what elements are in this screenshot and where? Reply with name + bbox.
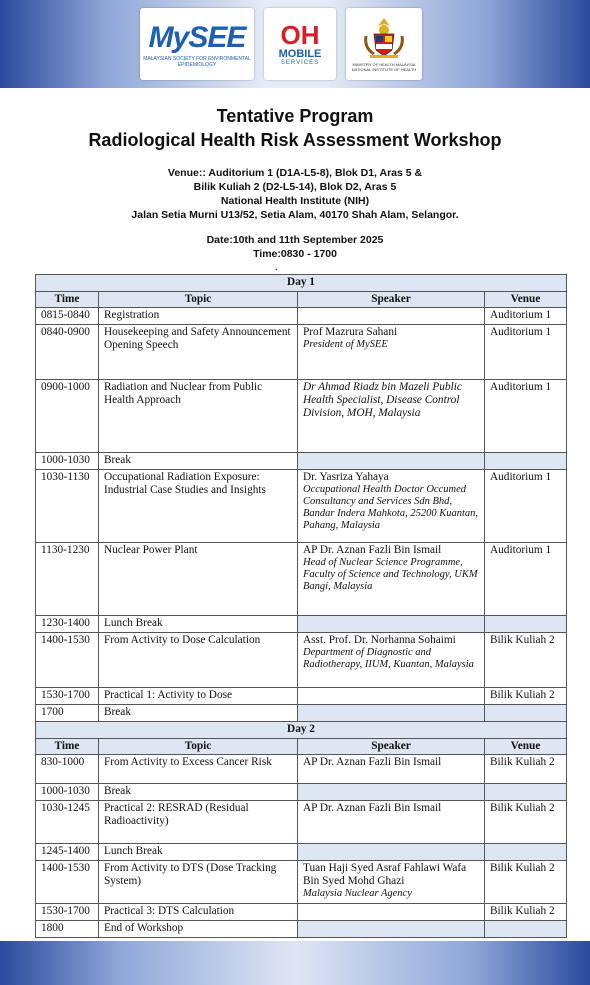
moh-logo-subtitle: MINISTRY OF HEALTH MALAYSIA NATIONAL INSTITUTE OF HEALTH xyxy=(351,62,417,72)
program-title: Tentative Program xyxy=(216,106,374,126)
venue-line: Bilik Kuliah 2 (D2-L5-14), Blok D2, Aras 5 xyxy=(193,181,397,193)
time-cell: 830-1000 xyxy=(36,755,99,784)
schedule-row xyxy=(36,844,567,861)
time-cell: 0900-1000 xyxy=(36,380,99,453)
venue-cell: Auditorium 1 xyxy=(485,308,567,325)
schedule-row xyxy=(36,380,567,453)
day-header-row xyxy=(36,722,567,739)
speaker-name: Tuan Haji Syed Asraf Fahlawi Wafa Bin Syed Mohd Ghazi xyxy=(303,862,467,887)
venue-cell xyxy=(485,705,567,722)
schedule-row xyxy=(36,633,567,688)
day-header-row xyxy=(36,275,567,292)
schedule-row xyxy=(36,616,567,633)
speaker-cell xyxy=(298,470,485,543)
speaker-cell xyxy=(298,380,485,453)
mysee-logo-text: MySEE xyxy=(148,20,246,54)
venue-cell: Bilik Kuliah 2 xyxy=(485,801,567,844)
column-header-row xyxy=(36,292,567,308)
moh-crest-logo xyxy=(346,8,422,80)
speaker-cell xyxy=(298,784,485,801)
venue-cell: Auditorium 1 xyxy=(485,543,567,616)
venue-cell: Auditorium 1 xyxy=(485,470,567,543)
separator-dot: . xyxy=(275,262,278,273)
date-line: Date:10th and 11th September 2025 xyxy=(206,234,384,246)
speaker-name: AP Dr. Aznan Fazli Bin Ismail xyxy=(303,544,442,556)
speaker-cell xyxy=(298,921,485,938)
venue-cell: Bilik Kuliah 2 xyxy=(485,861,567,904)
venue-cell xyxy=(485,453,567,470)
time-cell: 1400-1530 xyxy=(36,633,99,688)
oh-logo-services: SERVICES xyxy=(280,60,320,66)
day-label: Day 2 xyxy=(36,722,567,739)
time-cell: 1030-1245 xyxy=(36,801,99,844)
speaker-name: Asst. Prof. Dr. Norhanna Sohaimi xyxy=(303,634,456,646)
time-cell: 1530-1700 xyxy=(36,904,99,921)
venue-cell xyxy=(485,784,567,801)
speaker-name: AP Dr. Aznan Fazli Bin Ismail xyxy=(303,756,442,768)
topic-cell: Registration xyxy=(99,308,298,325)
speaker-cell xyxy=(298,861,485,904)
venue-line: Venue:: Auditorium 1 (D1A-L5-8), Blok D1, Aras 5 & xyxy=(167,167,423,179)
column-header-time: Time xyxy=(36,739,99,755)
speaker-affiliation: Head of Nuclear Science Programme, Faculty of Science and Technology, UKM Bangi, Malaysia xyxy=(303,557,478,592)
schedule-row xyxy=(36,543,567,616)
topic-cell: Practical 1: Activity to Dose xyxy=(99,688,298,705)
speaker-cell xyxy=(298,543,485,616)
speaker-cell xyxy=(298,844,485,861)
schedule-row xyxy=(36,308,567,325)
time-cell: 0815-0840 xyxy=(36,308,99,325)
topic-cell: From Activity to Excess Cancer Risk xyxy=(99,755,298,784)
topic-cell: Lunch Break xyxy=(99,844,298,861)
speaker-cell xyxy=(298,688,485,705)
mysee-logo xyxy=(140,8,254,80)
venue-cell: Bilik Kuliah 2 xyxy=(485,688,567,705)
schedule-row xyxy=(36,904,567,921)
topic-cell: Nuclear Power Plant xyxy=(99,543,298,616)
topic-cell: Break xyxy=(99,705,298,722)
time-cell: 1800 xyxy=(36,921,99,938)
schedule-row xyxy=(36,325,567,380)
topic-cell: End of Workshop xyxy=(99,921,298,938)
speaker-cell xyxy=(298,325,485,380)
column-header-row xyxy=(36,739,567,755)
speaker-name: Dr Ahmad Riadz bin Mazeli Public Health Specialist, Disease Control Division, MOH, Malaysia xyxy=(303,381,462,419)
speaker-name: AP Dr. Aznan Fazli Bin Ismail xyxy=(303,802,442,814)
venue-cell: Bilik Kuliah 2 xyxy=(485,633,567,688)
time-cell: 1000-1030 xyxy=(36,784,99,801)
schedule-row xyxy=(36,688,567,705)
column-header-venue: Venue xyxy=(485,739,567,755)
mysee-logo-subtitle: MALAYSIAN SOCIETY FOR ENVIRONMENTAL EPIDEMIOLOGY xyxy=(143,55,251,68)
topic-cell: Practical 3: DTS Calculation xyxy=(99,904,298,921)
column-header-speaker: Speaker xyxy=(298,739,485,755)
venue-cell xyxy=(485,844,567,861)
schedule-row xyxy=(36,784,567,801)
column-header-topic: Topic xyxy=(99,739,298,755)
schedule-row xyxy=(36,921,567,938)
time-cell: 0840-0900 xyxy=(36,325,99,380)
time-cell: 1130-1230 xyxy=(36,543,99,616)
topic-cell: Occupational Radiation Exposure: Industrial Case Studies and Insights xyxy=(99,470,298,543)
speaker-affiliation: Occupational Health Doctor Occumed Consultancy and Services Sdn Bhd, Bandar Indera Mahkota, 25200 Kuantan, Pahang, Malaysia xyxy=(303,484,478,531)
schedule-row xyxy=(36,470,567,543)
schedule-row xyxy=(36,861,567,904)
topic-cell: Practical 2: RESRAD (Residual Radioactivity) xyxy=(99,801,298,844)
day-label: Day 1 xyxy=(36,275,567,292)
venue-block xyxy=(0,166,590,222)
schedule-row xyxy=(36,705,567,722)
speaker-affiliation: Malaysia Nuclear Agency xyxy=(303,888,412,899)
topic-cell: From Activity to Dose Calculation xyxy=(99,633,298,688)
speaker-affiliation: Department of Diagnostic and Radiotherapy, IIUM, Kuantan, Malaysia xyxy=(303,647,474,670)
crest-icon xyxy=(360,16,408,60)
topic-cell: Break xyxy=(99,453,298,470)
time-cell: 1230-1400 xyxy=(36,616,99,633)
venue-cell: Bilik Kuliah 2 xyxy=(485,755,567,784)
time-cell: 1030-1130 xyxy=(36,470,99,543)
oh-logo-text: OH xyxy=(280,20,320,50)
column-header-speaker: Speaker xyxy=(298,292,485,308)
time-cell: 1400-1530 xyxy=(36,861,99,904)
workshop-title: Radiological Health Risk Assessment Workshop xyxy=(88,130,502,150)
topic-cell: From Activity to DTS (Dose Tracking System) xyxy=(99,861,298,904)
time-line: Time:0830 - 1700 xyxy=(253,248,337,260)
time-cell: 1245-1400 xyxy=(36,844,99,861)
speaker-cell xyxy=(298,308,485,325)
schedule-row xyxy=(36,453,567,470)
schedule-row xyxy=(36,801,567,844)
venue-cell: Auditorium 1 xyxy=(485,325,567,380)
oh-logo-mobile: MOBILE xyxy=(278,48,322,60)
oh-mobile-logo xyxy=(264,8,336,80)
venue-cell xyxy=(485,921,567,938)
speaker-cell xyxy=(298,801,485,844)
date-block xyxy=(0,233,590,261)
program-table xyxy=(35,274,567,938)
topic-cell: Lunch Break xyxy=(99,616,298,633)
topic-cell: Radiation and Nuclear from Public Health Approach xyxy=(99,380,298,453)
speaker-name: Dr. Yasriza Yahaya xyxy=(303,471,389,483)
speaker-affiliation: President of MySEE xyxy=(303,339,388,350)
venue-cell: Bilik Kuliah 2 xyxy=(485,904,567,921)
topic-cell: Break xyxy=(99,784,298,801)
column-header-topic: Topic xyxy=(99,292,298,308)
speaker-cell xyxy=(298,755,485,784)
venue-cell: Auditorium 1 xyxy=(485,380,567,453)
speaker-cell xyxy=(298,453,485,470)
speaker-name: Prof Mazrura Sahani xyxy=(303,326,398,338)
schedule-row xyxy=(36,755,567,784)
venue-cell xyxy=(485,616,567,633)
speaker-cell xyxy=(298,616,485,633)
speaker-cell xyxy=(298,705,485,722)
venue-line: Jalan Setia Murni U13/52, Setia Alam, 40170 Shah Alam, Selangor. xyxy=(131,209,459,221)
time-cell: 1530-1700 xyxy=(36,688,99,705)
footer-banner xyxy=(0,941,590,985)
time-cell: 1000-1030 xyxy=(36,453,99,470)
column-header-venue: Venue xyxy=(485,292,567,308)
topic-cell: Housekeeping and Safety Announcement Opening Speech xyxy=(99,325,298,380)
venue-line: National Health Institute (NIH) xyxy=(220,195,370,207)
speaker-cell xyxy=(298,904,485,921)
column-header-time: Time xyxy=(36,292,99,308)
time-cell: 1700 xyxy=(36,705,99,722)
speaker-cell xyxy=(298,633,485,688)
